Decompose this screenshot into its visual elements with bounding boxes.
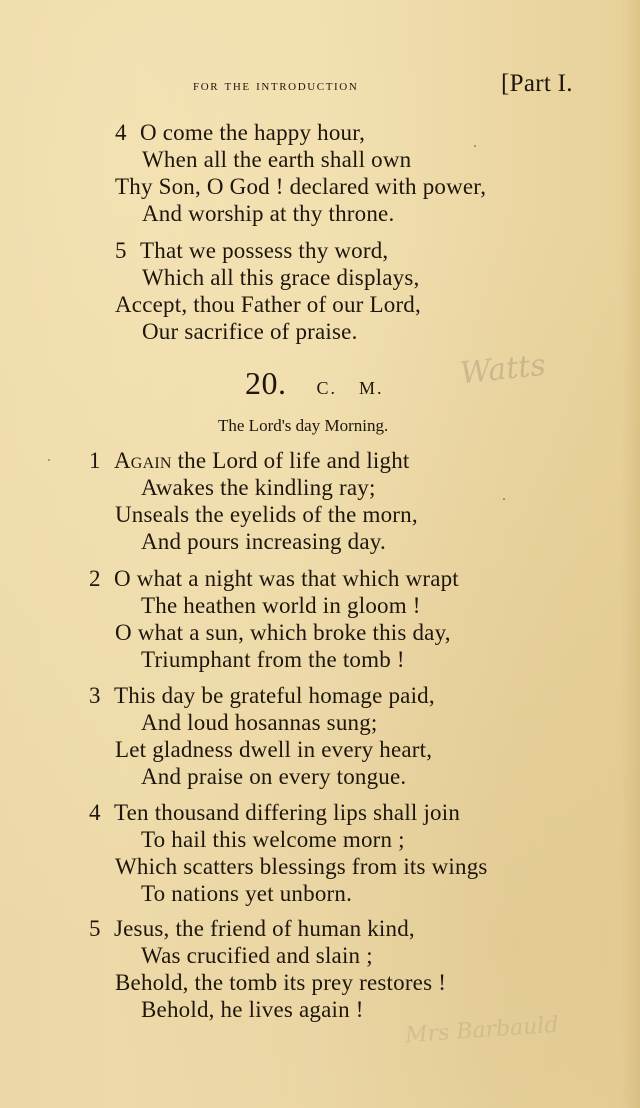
stanza-1-line-1: 1 Again the Lord of life and light: [89, 448, 410, 473]
prev-stanza-4-line-1: 4 O come the happy hour,: [115, 120, 366, 145]
stanza-number: 3: [89, 683, 101, 708]
stanza-5-line-1: 5 Jesus, the friend of human kind,: [89, 916, 415, 941]
pencil-annotation-bottom: Mrs Barbauld: [404, 1012, 560, 1049]
stanza-2-line-3: O what a sun, which broke this day,: [115, 620, 451, 645]
hymn-number: 20.: [245, 365, 287, 401]
hymn-subtitle: The Lord's day Morning.: [218, 416, 389, 435]
prev-stanza-5-line-2: Which all this grace displays,: [142, 265, 420, 290]
stanza-number: 1: [89, 448, 101, 473]
hymn-heading: [245, 365, 384, 402]
stanza-5-line-2: Was crucified and slain ;: [141, 943, 373, 968]
stanza-4-line-1: 4 Ten thousand differing lips shall join: [89, 800, 461, 825]
hymn-meter: C. M.: [316, 378, 384, 398]
stanza-2-line-2: The heathen world in gloom !: [141, 593, 421, 618]
first-word: Again: [114, 448, 172, 473]
prev-stanza-4-line-3: Thy Son, O God ! declared with power,: [115, 174, 487, 199]
stanza-4-line-4: To nations yet unborn.: [141, 881, 353, 906]
running-title: for the introduction: [193, 78, 359, 94]
stanza-3-line-1: 3 This day be grateful homage paid,: [89, 683, 435, 708]
stanza-5-line-3: Behold, the tomb its prey restores !: [115, 970, 447, 995]
stanza-1-line-2: Awakes the kindling ray;: [141, 475, 376, 500]
paper-speck: [503, 498, 505, 500]
prev-stanza-5-line-4: Our sacrifice of praise.: [142, 319, 358, 344]
stanza-3-line-3: Let gladness dwell in every heart,: [115, 737, 433, 762]
pencil-annotation: Watts: [458, 347, 548, 392]
stanza-4-line-2: To hail this welcome morn ;: [141, 827, 405, 852]
stanza-5-line-4: Behold, he lives again !: [141, 997, 364, 1022]
stanza-1-line-3: Unseals the eyelids of the morn,: [115, 502, 418, 527]
stanza-number: 5: [115, 238, 127, 263]
paper-speck: [474, 145, 476, 147]
prev-stanza-5-line-1: 5 That we possess thy word,: [115, 238, 389, 263]
prev-stanza-4-line-2: When all the earth shall own: [142, 147, 412, 172]
stanza-1-line-4: And pours increasing day.: [141, 529, 386, 554]
stanza-2-line-4: Triumphant from the tomb !: [141, 647, 405, 672]
stanza-number: 5: [89, 916, 101, 941]
stanza-2-line-1: 2 O what a night was that which wrapt: [89, 566, 459, 591]
stanza-4-line-3: Which scatters blessings from its wings: [115, 854, 488, 879]
prev-stanza-4-line-4: And worship at thy throne.: [142, 201, 395, 226]
stanza-3-line-2: And loud hosannas sung;: [141, 710, 378, 735]
part-label: [Part I.: [501, 70, 573, 97]
running-head: [193, 72, 593, 102]
stanza-number: 4: [115, 120, 127, 145]
stanza-number: 4: [89, 800, 101, 825]
paper-speck: [48, 459, 50, 461]
stanza-number: 2: [89, 566, 101, 591]
stanza-3-line-4: And praise on every tongue.: [141, 764, 407, 789]
prev-stanza-5-line-3: Accept, thou Father of our Lord,: [115, 292, 421, 317]
